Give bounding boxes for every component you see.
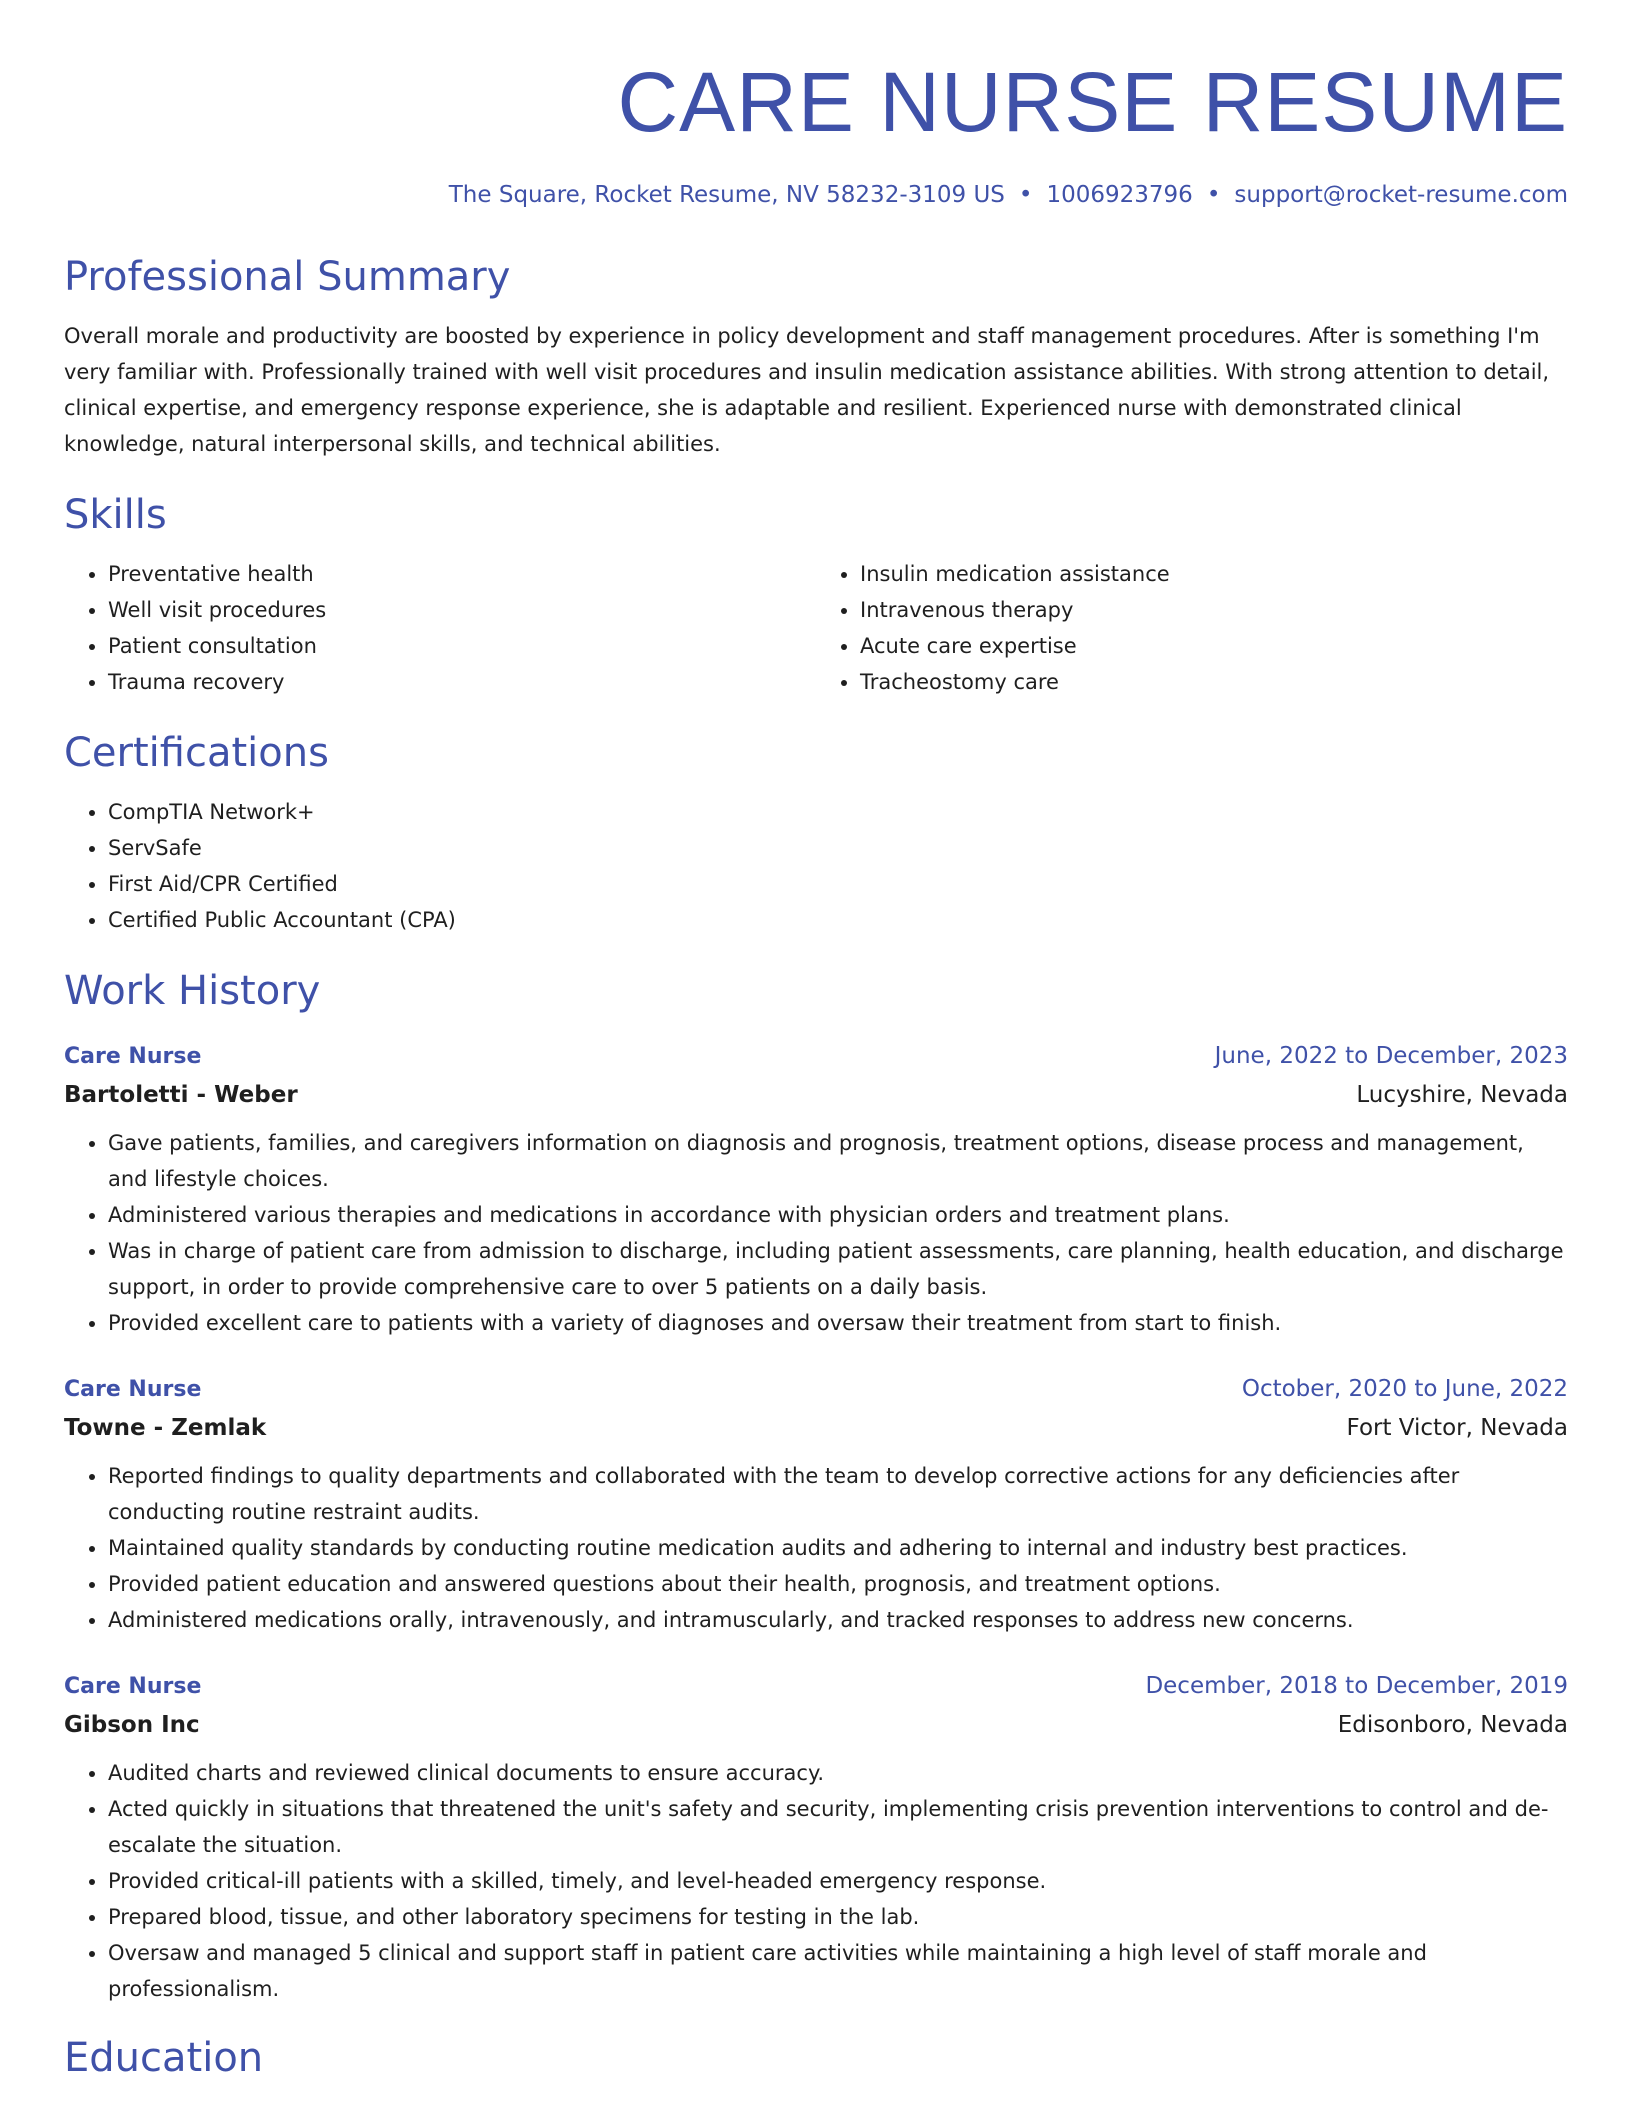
job-bullets [64,1125,1568,1341]
job-entry [64,1038,1568,1341]
contact-email[interactable]: support@rocket-resume.com [1234,182,1568,208]
contact-phone: 1006923796 [1046,182,1193,208]
work-history-heading: Work History [64,968,321,1014]
skill-item: • Tracheostomy care [860,664,1568,700]
certification-item: • CompTIA Network+ [108,794,1568,830]
skill-item: • Acute care expertise [860,628,1568,664]
job-bullets [64,1458,1568,1638]
skill-item: • Well visit procedures [108,592,816,628]
job-location: Fort Victor, Nevada [1346,1415,1568,1441]
skill-item: • Patient consultation [108,628,816,664]
job-company: Towne - Zemlak [64,1415,267,1441]
job-bullets [64,1755,1568,2007]
skill-item: • Intravenous therapy [860,592,1568,628]
job-bullet: • Maintained quality standards by conducting routine medication audits and adhering to internal and industry best practices. [108,1530,1568,1566]
certifications-heading: Certifications [64,730,329,776]
job-bullet: • Provided excellent care to patients with a variety of diagnoses and oversaw their treatment from start to finish. [108,1305,1568,1341]
summary-heading: Professional Summary [64,254,511,300]
job-location: Edisonboro, Nevada [1337,1712,1568,1738]
skill-item: • Preventative health [108,556,816,592]
job-bullet: • Provided critical-ill patients with a skilled, timely, and level-headed emergency response. [108,1863,1568,1899]
job-bullet: • Gave patients, families, and caregivers information on diagnosis and prognosis, treatment options, disease process and management, and lifestyle choices. [108,1125,1568,1197]
skills-list [64,556,1568,700]
job-dates: June, 2022 to December, 2023 [1214,1043,1568,1069]
skills-heading: Skills [64,492,167,538]
contact-separator: • [1206,182,1221,208]
job-entry [64,1371,1568,1638]
job-company: Bartoletti - Weber [64,1082,298,1108]
job-bullet: • Reported findings to quality departments and collaborated with the team to develop corrective actions for any deficiencies after conducting routine restraint audits. [108,1458,1568,1530]
contact-address: The Square, Rocket Resume, NV 58232-3109 US [448,182,1005,208]
certifications-list [64,794,1568,938]
job-title: Care Nurse [64,1377,202,1402]
resume-title: CARE NURSE RESUME [617,55,1568,149]
job-bullet: • Audited charts and reviewed clinical documents to ensure accuracy. [108,1755,1568,1791]
job-bullet: • Provided patient education and answered questions about their health, prognosis, and treatment options. [108,1566,1568,1602]
job-bullet: • Oversaw and managed 5 clinical and support staff in patient care activities while maintaining a high level of staff morale and professionalism. [108,1935,1568,2007]
skills-column-right [816,556,1568,700]
resume-page [64,0,1568,2083]
job-dates: October, 2020 to June, 2022 [1241,1376,1568,1402]
job-location: Lucyshire, Nevada [1356,1082,1568,1108]
skill-item: • Trauma recovery [108,664,816,700]
job-title: Care Nurse [64,1674,202,1699]
certification-item: • First Aid/CPR Certified [108,866,1568,902]
job-entry [64,1668,1568,2007]
certification-item: • Certified Public Accountant (CPA) [108,902,1568,938]
job-bullet: • Was in charge of patient care from admission to discharge, including patient assessments, care planning, health education, and discharge support, in order to provide comprehensive care to over 5 patients on a daily basis. [108,1233,1568,1305]
job-bullet: • Acted quickly in situations that threatened the unit's safety and security, implementing crisis prevention interventions to control and de-escalate the situation. [108,1791,1568,1863]
skill-item: • Insulin medication assistance [860,556,1568,592]
certification-item: • ServSafe [108,830,1568,866]
job-title: Care Nurse [64,1044,202,1069]
education-heading: Education [64,2035,264,2081]
skills-column-left [64,556,816,700]
job-bullet: • Administered various therapies and medications in accordance with physician orders and treatment plans. [108,1197,1568,1233]
job-bullet: • Prepared blood, tissue, and other laboratory specimens for testing in the lab. [108,1899,1568,1935]
job-company: Gibson Inc [64,1712,200,1738]
summary-text: Overall morale and productivity are boosted by experience in policy development and staff management procedures. After is something I'm very familiar with. Professionally trained with well visit procedures and insulin medication assistance abilities. With strong attention to detail, clinical expertise, and emergency response experience, she is adaptable and resilient. Experienced nurse with demonstrated clinical knowledge, natural interpersonal skills, and technical abilities. [64,324,1550,456]
contact-separator: • [1018,182,1033,208]
job-dates: December, 2018 to December, 2019 [1145,1673,1568,1699]
job-bullet: • Administered medications orally, intravenously, and intramuscularly, and tracked responses to address new concerns. [108,1602,1568,1638]
contact-line [64,180,1568,210]
